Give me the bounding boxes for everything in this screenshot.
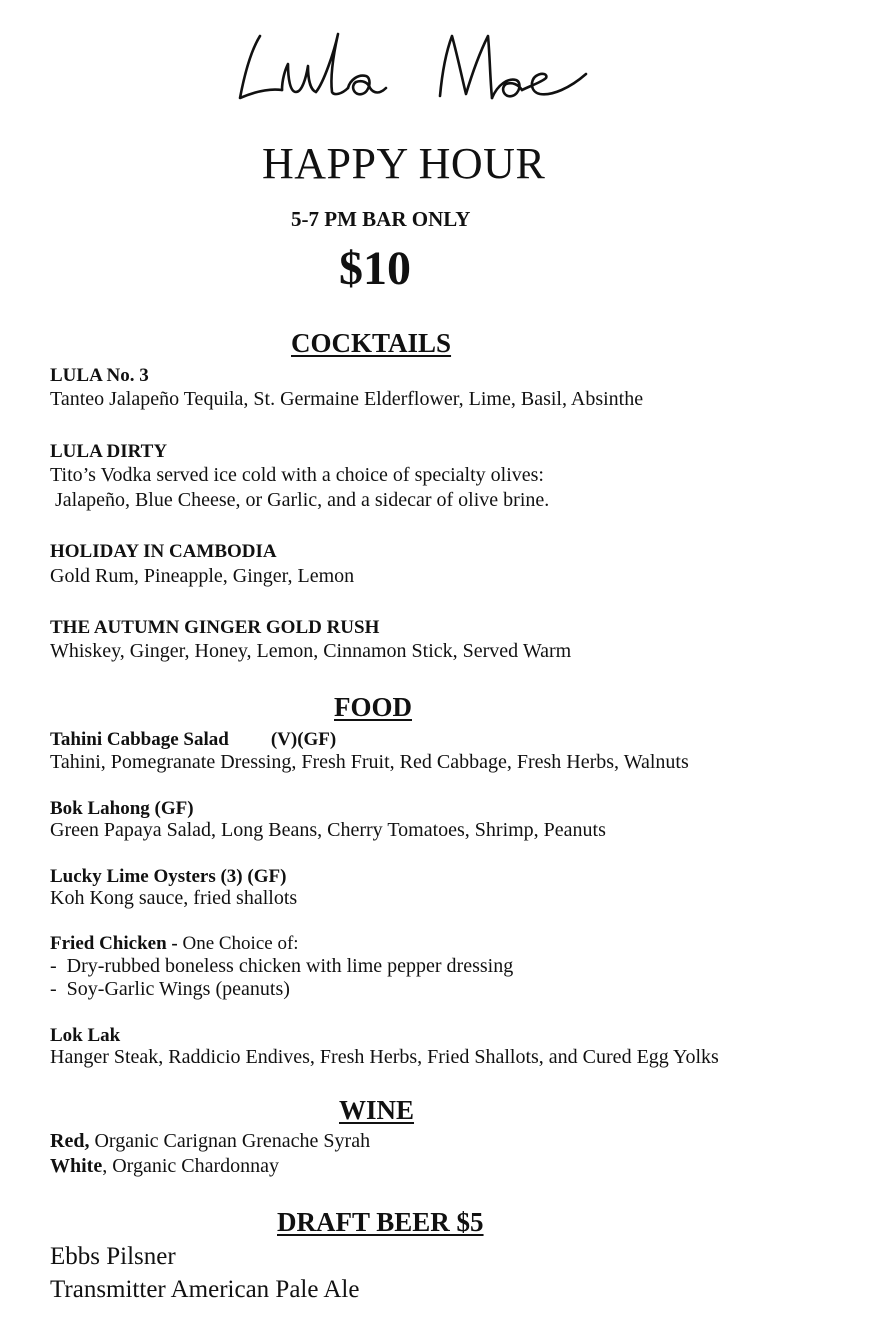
food-description: Hanger Steak, Raddicio Endives, Fresh Herbs, Fried Shallots, and Cured Egg Yolks	[50, 1046, 719, 1068]
cocktail-name: LULA DIRTY	[50, 441, 168, 462]
food-option: - Soy-Garlic Wings (peanuts)	[50, 978, 290, 1000]
beer-item: Ebbs Pilsner	[50, 1243, 176, 1270]
section-heading-cocktails: COCKTAILS	[291, 328, 452, 358]
logo	[230, 22, 600, 110]
food-description: Tahini, Pomegranate Dressing, Fresh Fruit, Red Cabbage, Fresh Herbs, Walnuts	[50, 751, 689, 773]
cocktail-description: Jalapeño, Blue Cheese, or Garlic, and a sidecar of olive brine.	[50, 489, 550, 511]
happy-hour-price: $10	[339, 242, 411, 295]
logo-script-image	[230, 22, 600, 110]
wine-red-value: Organic Carignan Grenache Syrah	[89, 1130, 371, 1152]
cocktail-name: LULA No. 3	[50, 365, 149, 386]
section-heading-food: FOOD	[334, 692, 412, 722]
food-item-name-row	[50, 729, 336, 751]
cocktail-description: Gold Rum, Pineapple, Ginger, Lemon	[50, 565, 355, 587]
wine-red	[50, 1130, 370, 1153]
wine-white	[50, 1155, 279, 1178]
wine-red-label: Red,	[50, 1130, 90, 1152]
beer-item: Transmitter American Pale Ale	[50, 1276, 360, 1303]
food-option: - Dry-rubbed boneless chicken with lime pepper dressing	[50, 955, 514, 977]
cocktail-description: Whiskey, Ginger, Honey, Lemon, Cinnamon Stick, Served Warm	[50, 640, 572, 662]
section-heading-wine: WINE	[339, 1095, 415, 1125]
food-description: Koh Kong sauce, fried shallots	[50, 887, 298, 909]
cocktail-description: Tanteo Jalapeño Tequila, St. Germaine Elderflower, Lime, Basil, Absinthe	[50, 388, 644, 410]
wine-white-label: White	[50, 1155, 103, 1177]
food-description: Green Papaya Salad, Long Beans, Cherry Tomatoes, Shrimp, Peanuts	[50, 819, 606, 841]
food-name: Fried Chicken -	[50, 933, 178, 954]
section-heading-draft-beer: DRAFT BEER $5	[277, 1207, 484, 1237]
dietary-tags: (V)(GF)	[270, 729, 337, 750]
wine-white-value: , Organic Chardonnay	[102, 1155, 280, 1177]
food-name: Lok Lak	[50, 1025, 121, 1046]
hours-subtitle: 5-7 PM BAR ONLY	[291, 207, 471, 231]
cocktail-description: Tito’s Vodka served ice cold with a choice of specialty olives:	[50, 464, 544, 486]
cocktail-name: THE AUTUMN GINGER GOLD RUSH	[50, 617, 380, 638]
food-choice-note: One Choice of:	[177, 933, 299, 954]
cocktail-name: HOLIDAY IN CAMBODIA	[50, 541, 277, 562]
food-name: Bok Lahong (GF)	[50, 798, 194, 819]
food-name: Tahini Cabbage Salad	[50, 729, 229, 750]
food-item-name-row	[50, 933, 299, 955]
food-name: Lucky Lime Oysters (3) (GF)	[50, 866, 287, 887]
page-title: HAPPY HOUR	[262, 139, 546, 188]
